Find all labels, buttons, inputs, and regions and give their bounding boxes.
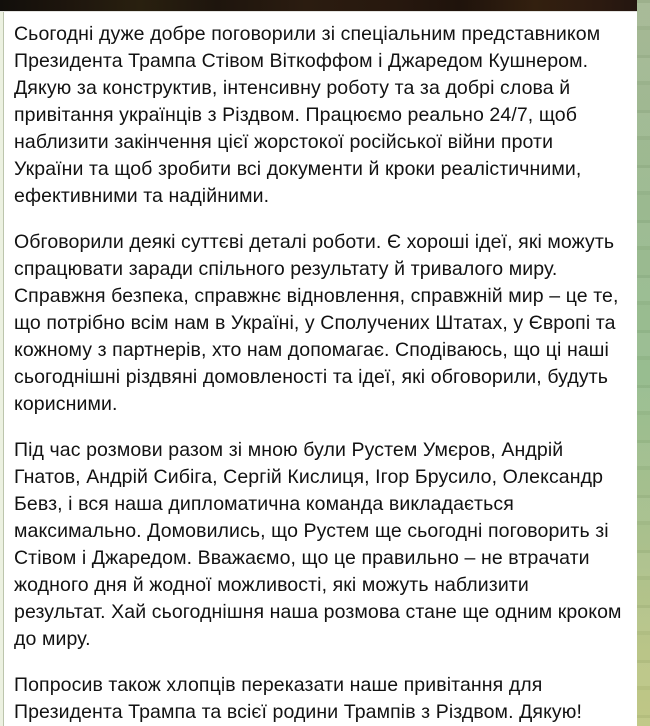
chat-wallpaper-left-strip: [0, 12, 4, 726]
message-paragraph-2: Обговорили деякі суттєві деталі роботи. Є хороші ідеї, які можуть спрацювати заради спільного результату й тривалого миру. Справжня безпека, справжнє відновлення, справжній мир – це те, що потрібно всім нам в Україні, у Сполучених Штатах, у Європі та кожному з партнерів, хто нам допомагає. Сподіваюсь, що ці наші сьогоднішні різдвяні домовленості та ідеї, які обговорили, будуть корисними.: [14, 231, 619, 415]
chat-wallpaper-right-strip: [637, 0, 650, 726]
message-paragraph-3: Під час розмови разом зі мною були Рустем Умєров, Андрій Гнатов, Андрій Сибіга, Сергій Кислиця, Ігор Брусило, Олександр Бевз, і вся наша дипломатична команда викладається максимально. Домовились, що Рустем ще сьогодні поговорить зі Стівом і Джаредом. Вважаємо, що це правильно – не втрачати жодного дня й жодної можливості, які можуть наблизити результат. Хай сьогоднішня наша розмова стане ще одним кроком до миру.: [14, 439, 622, 650]
photo-attachment-sliver[interactable]: [0, 0, 637, 11]
message-bubble: [0, 11, 637, 726]
wallpaper-pattern: [637, 0, 650, 726]
message-paragraph-4: Попросив також хлопців переказати наше привітання для Президента Трампа та всієї родини Трампів з Різдвом. Дякую!: [14, 674, 583, 723]
message-text: [14, 21, 624, 726]
message-paragraph-1: Сьогодні дуже добре поговорили зі спеціальним представником Президента Трампа Стівом Віткоффом і Джаредом Кушнером. Дякую за конструктив, інтенсивну роботу та за добрі слова й привітання українців з Різдвом. Працюємо реально 24/7, щоб наблизити закінчення цієї жорстокої російської війни проти України та щоб зробити всі документи й кроки реалістичними, ефективними та надійними.: [14, 23, 601, 207]
